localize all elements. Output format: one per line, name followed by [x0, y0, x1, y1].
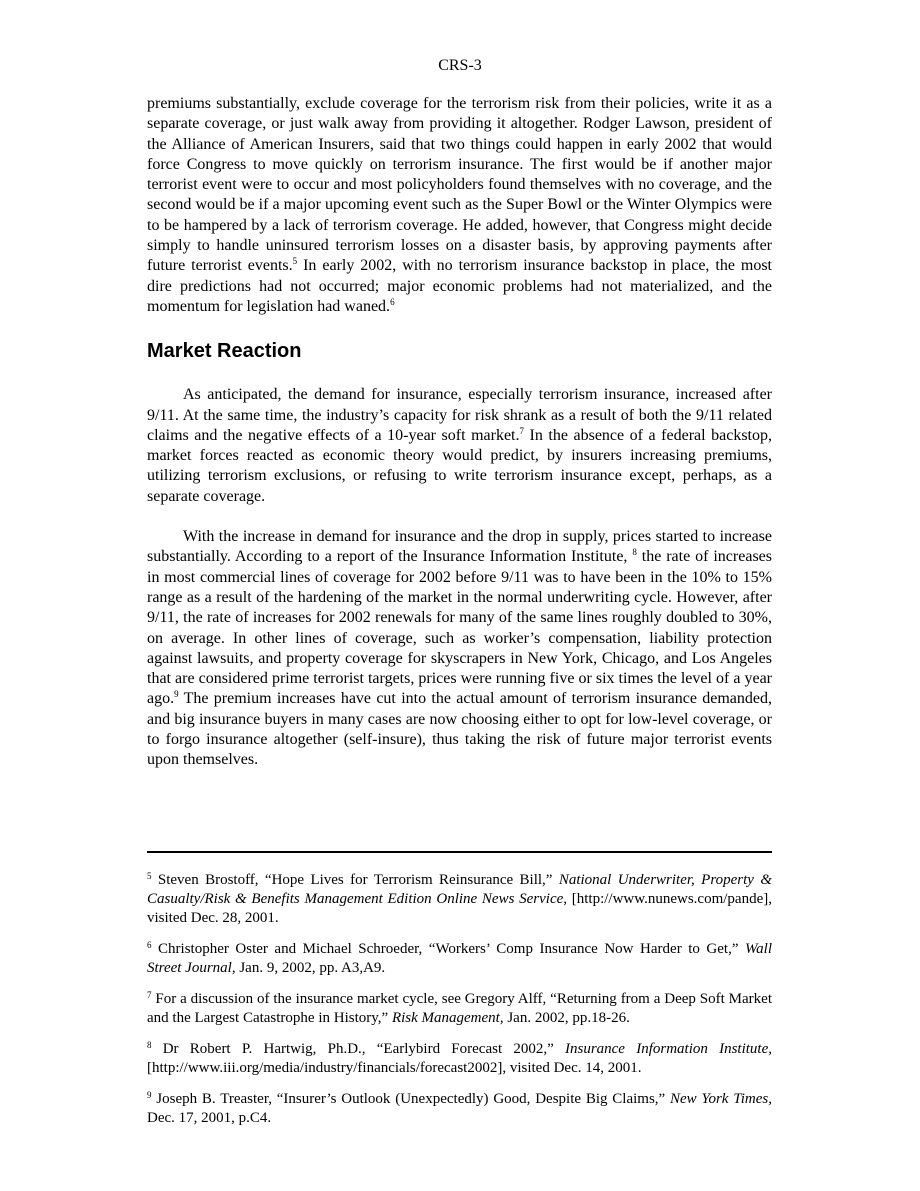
footnote-ref: 8: [632, 547, 637, 558]
footnote-text: Jan. 9, 2002, pp. A3,A9.: [235, 960, 386, 976]
footnote-source-title: Wall Street Journal,: [147, 941, 772, 976]
paragraph-text: the rate of increases in most commercial lines of coverage for 2002 before 9/11 was to have been in the 10% to 15% range as a result of the hardening of the market in the normal underwriting cycle. However, after 9/11, the rate of increases for 2002 renewals for many of the same lines roughly doubled to 30%, on average. In other lines of coverage, such as worker’s compensation, liability protection against lawsuits, and property coverage for skyscrapers in New York, Chicago, and Los Angeles that are considered prime terrorist targets, prices were running five or six times the level of a year ago.: [147, 548, 772, 708]
footnote-text: Jan. 2002, pp.18-26.: [503, 1010, 630, 1026]
footnote-source-title: Risk Management,: [391, 1010, 504, 1026]
footnote-number: 7: [147, 990, 152, 1000]
footnote-number: 5: [147, 871, 152, 881]
footnote-7: [147, 990, 772, 1028]
footnote-6: [147, 940, 772, 978]
footnote-text: For a discussion of the insurance market cycle, see Gregory Alff, “Returning from a Deep Soft Market and the Largest Catastrophe in History,”: [147, 991, 772, 1026]
footnote-text: Dec. 17, 2001, p.C4.: [147, 1110, 272, 1126]
footnote-5: [147, 871, 772, 928]
paragraph-text: In early 2002, with no terrorism insurance backstop in place, the most dire predictions had not occurred; major economic problems had not materialized, and the momentum for legislation had waned.: [147, 257, 773, 315]
footnote-ref: 5: [292, 256, 298, 267]
footnote-text: Dr Robert P. Hartwig, Ph.D., “Earlybird Forecast 2002,”: [151, 1041, 565, 1057]
footnote-ref: 7: [519, 425, 525, 436]
footnote-text: Joseph B. Treaster, “Insurer’s Outlook (Unexpectedly) Good, Despite Big Claims,”: [151, 1091, 671, 1107]
footnote-text: Christopher Oster and Michael Schroeder, “Workers’ Comp Insurance Now Harder to Get,”: [151, 941, 746, 957]
footnote-number: 6: [147, 940, 152, 950]
footnote-number: 9: [147, 1090, 152, 1100]
footnote-ref: 9: [174, 689, 179, 700]
footnote-ref: 6: [390, 296, 395, 307]
footnote-divider: [147, 851, 772, 853]
paragraph-text: As anticipated, the demand for insurance, especially terrorism insurance, increased after 9/11. At the same time, the industry’s capacity for risk shrank as a result of both the 9/11 related claims and the negative effects of a 10-year soft market.: [147, 386, 772, 444]
section-heading: Market Reaction: [147, 340, 302, 363]
paragraph-market-reaction-2: [147, 527, 772, 771]
footnote-text: , [http://www.nunews.com/pande], visited Dec. 28, 2001.: [147, 891, 772, 926]
main-text: [147, 94, 772, 771]
footnote-number: 8: [147, 1040, 152, 1050]
paragraph-text: The premium increases have cut into the actual amount of terrorism insurance demanded, and big insurance buyers in many cases are now choosing either to opt for low-level coverage, or to forgo insurance altogether (self-insure), thus taking the risk of future major terrorist events upon themselves.: [147, 690, 772, 769]
footnotes-section: [147, 871, 772, 1140]
footnote-source-title: Insurance Information Institute,: [564, 1041, 772, 1057]
paragraph-text: In the absence of a federal backstop, market forces reacted as economic theory would predict, by insurers increasing premiums, utilizing terrorism exclusions, or refusing to write terrorism insurance except, perhaps, as a separate coverage.: [147, 426, 773, 505]
paragraph-continued: [147, 94, 772, 317]
page-number-header: CRS-3: [438, 57, 482, 74]
paragraph-text: With the increase in demand for insurance and the drop in supply, prices started to increase substantially. According to a report of the Insurance Information Institute,: [147, 528, 772, 566]
footnote-text: [http://www.iii.org/media/industry/financials/forecast2002], visited Dec. 14, 2001.: [147, 1060, 642, 1076]
footnote-source-title: New York Times,: [670, 1091, 773, 1107]
paragraph-text: premiums substantially, exclude coverage for the terrorism risk from their policies, write it as a separate coverage, or just walk away from providing it altogether. Rodger Lawson, president of the Alliance of American Insurers, said that two things could happen in early 2002 that would force Congress to move quickly on terrorism insurance. The first would be if another major terrorist event were to occur and most policyholders found themselves with no coverage, and the second would be if a major upcoming event such as the Super Bowl or the Winter Olympics were to be hampered by a lack of terrorism coverage. He added, however, that Congress might decide simply to handle uninsured terrorism losses on a disaster basis, by approving payments after future terrorist events.: [147, 95, 772, 275]
paragraph-market-reaction-1: [147, 385, 772, 507]
paragraph-spacer: [147, 507, 772, 527]
footnote-text: Steven Brostoff, “Hope Lives for Terrorism Reinsurance Bill,”: [151, 872, 559, 888]
footnote-8: [147, 1040, 772, 1078]
footnote-9: [147, 1090, 772, 1128]
footnote-source-title: National Underwriter, Property & Casualty/Risk & Benefits Management Edition Online News Service: [147, 872, 772, 907]
